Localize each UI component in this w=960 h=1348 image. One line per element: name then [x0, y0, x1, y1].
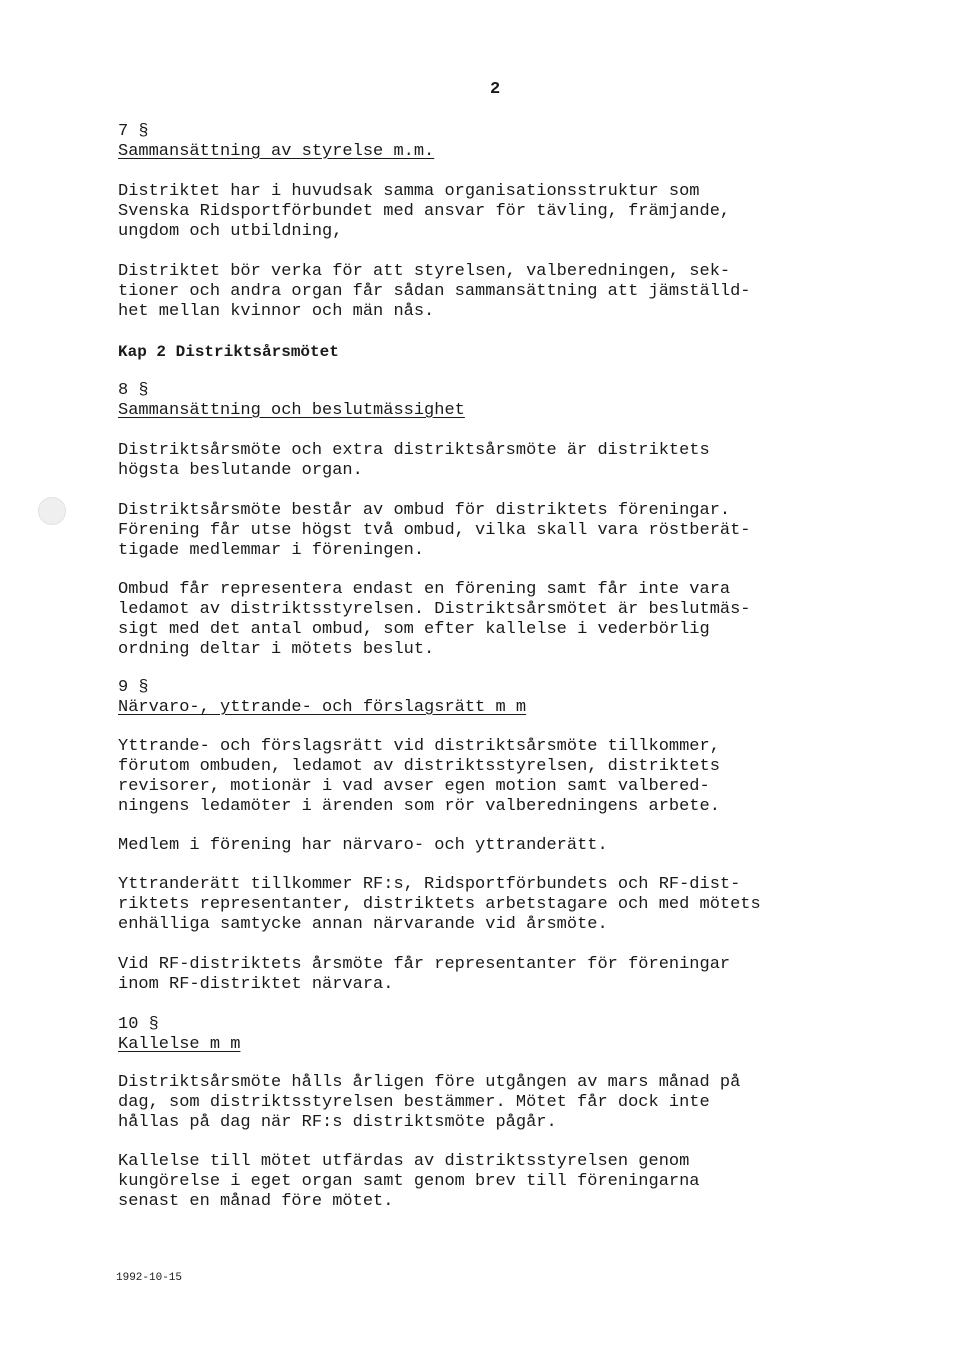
section-9-paragraph-4: Vid RF-distriktets årsmöte får representanter för föreningar inom RF-distriktet närvara. — [118, 955, 731, 994]
section-7-number: 7 § — [118, 122, 149, 141]
section-10-title: Kallelse m m — [118, 1035, 241, 1054]
section-8-number: 8 § — [118, 381, 149, 400]
section-7-paragraph-1: Distriktet har i huvudsak samma organisationsstruktur som Svenska Ridsportförbundet med ansvar för tävling, främjande, ungdom och utbildning, — [118, 182, 731, 241]
section-9-paragraph-3: Yttranderätt tillkommer RF:s, Ridsportförbundets och RF-dist- riktets representanter, distriktets arbetstagare och med mötets enhälliga samtycke annan närvarande vid årsmöte. — [118, 875, 761, 934]
page-number: 2 — [490, 80, 501, 99]
section-8-title: Sammansättning och beslutmässighet — [118, 401, 465, 420]
section-10-paragraph-2: Kallelse till mötet utfärdas av distriktsstyrelsen genom kungörelse i eget organ samt genom brev till föreningarna senast en månad före mötet. — [118, 1152, 700, 1211]
section-9-number: 9 § — [118, 678, 149, 697]
section-7-title: Sammansättning av styrelse m.m. — [118, 142, 435, 161]
section-7-paragraph-2: Distriktet bör verka för att styrelsen, valberedningen, sek- tioner och andra organ får sådan sammansättning att jämställd- het mellan kvinnor och män nås. — [118, 262, 751, 321]
punch-hole-mark — [38, 497, 66, 525]
section-9-paragraph-2: Medlem i förening har närvaro- och yttranderätt. — [118, 836, 608, 855]
section-9-title: Närvaro-, yttrande- och förslagsrätt m m — [118, 698, 527, 717]
section-9-paragraph-1: Yttrande- och förslagsrätt vid distriktsårsmöte tillkommer, förutom ombuden, ledamot av distriktsstyrelsen, distriktets revisorer, motionär i vad avser egen motion samt valbered- ningens ledamöter i ärenden som rör valberedningens arbete. — [118, 737, 720, 816]
section-8-paragraph-2: Distriktsårsmöte består av ombud för distriktets föreningar. Förening får utse högst två ombud, vilka skall vara röstberät- tigade medlemmar i föreningen. — [118, 501, 751, 560]
section-8-paragraph-1: Distriktsårsmöte och extra distriktsårsmöte är distriktets högsta beslutande organ. — [118, 441, 710, 480]
section-8-paragraph-3: Ombud får representera endast en förening samt får inte vara ledamot av distriktsstyrelsen. Distriktsårsmötet är beslutmäs- sigt med det antal ombud, som efter kallelse i vederbörlig ordning deltar i mötets beslut. — [118, 580, 751, 659]
section-10-number: 10 § — [118, 1015, 159, 1034]
chapter-heading: Kap 2 Distriktsårsmötet — [118, 343, 339, 361]
footer-date: 1992-10-15 — [116, 1272, 183, 1284]
section-10-paragraph-1: Distriktsårsmöte hålls årligen före utgången av mars månad på dag, som distriktsstyrelsen bestämmer. Mötet får dock inte hållas på dag när RF:s distriktsmöte pågår. — [118, 1073, 741, 1132]
